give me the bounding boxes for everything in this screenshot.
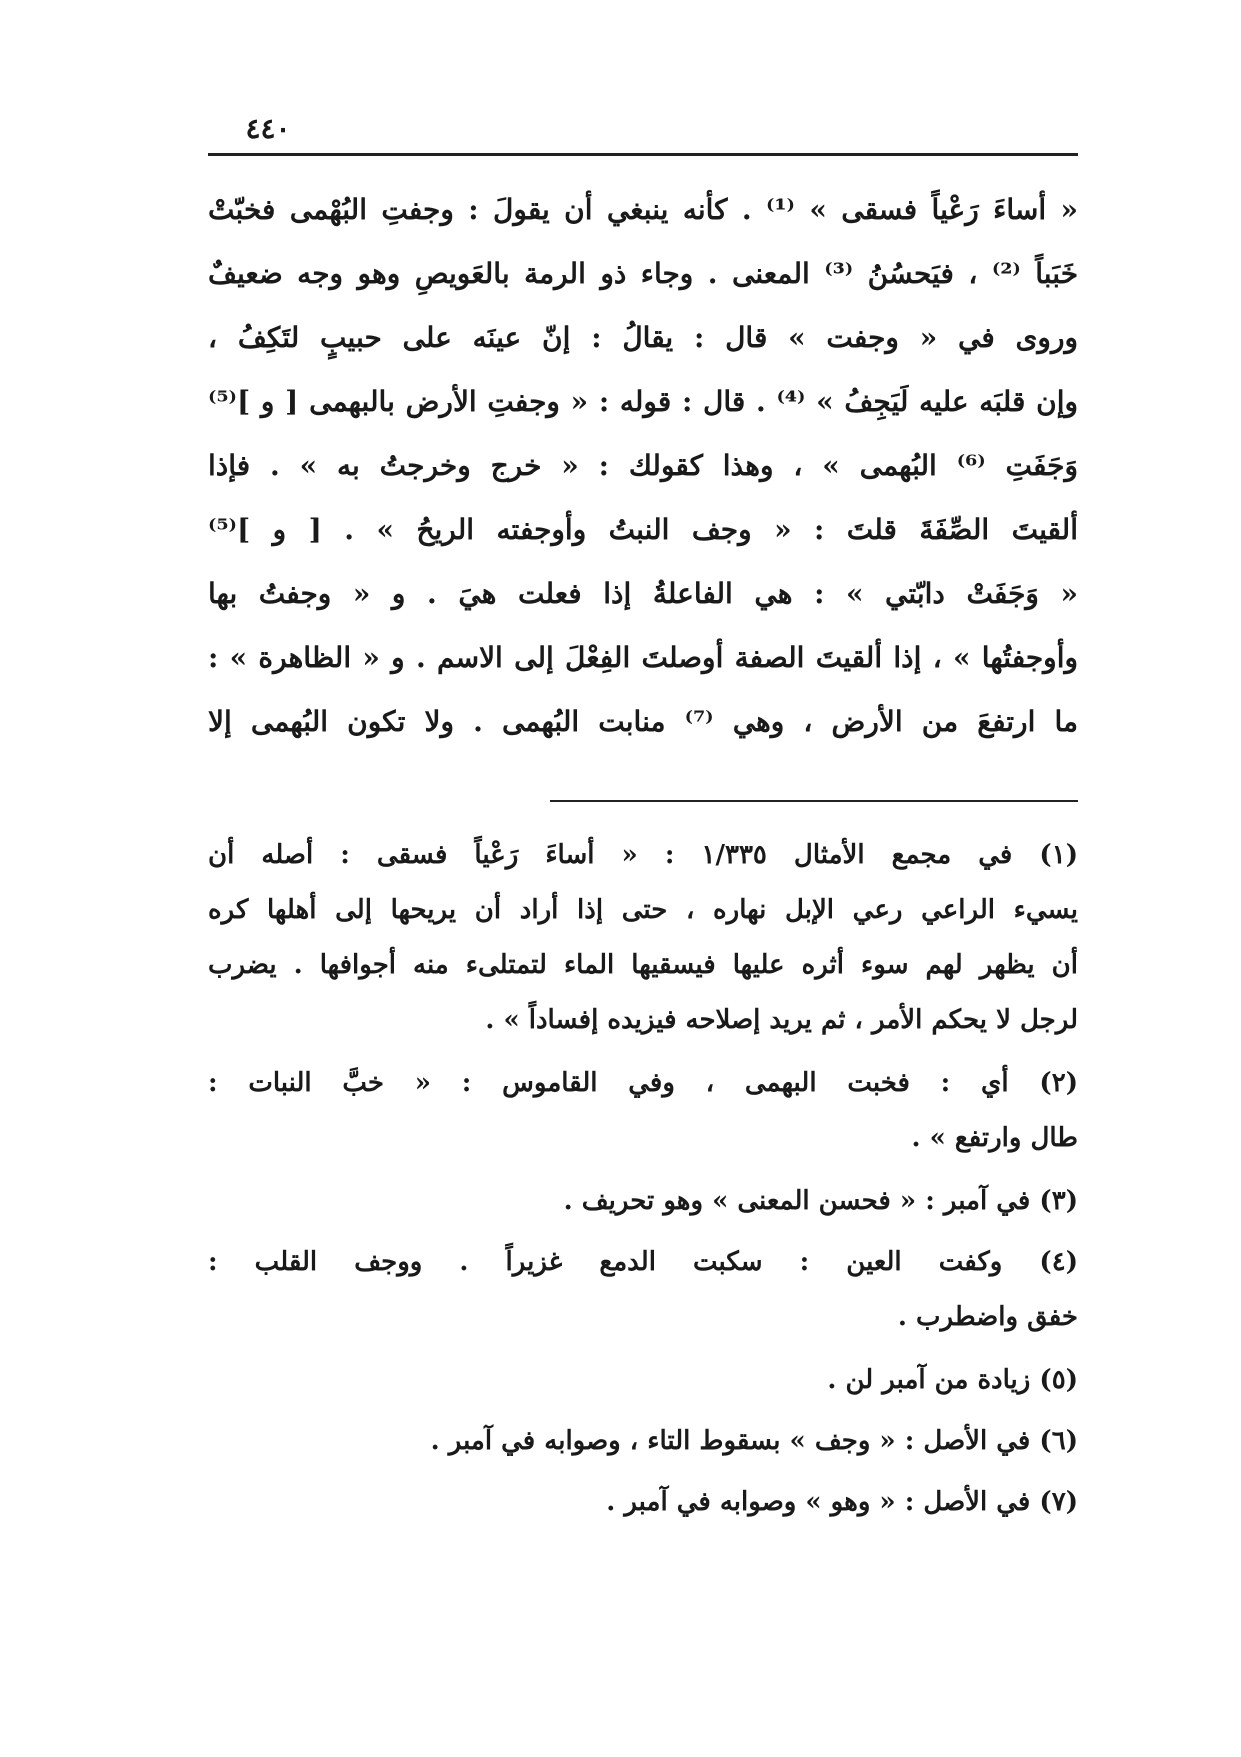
footnote-line: يسيء الراعي رعي الإبل نهاره ، حتى إذا أراد أن يريحها إلى أهلها كره	[208, 895, 1078, 925]
footnote-1	[208, 828, 1078, 1048]
footnote-3	[208, 1174, 1078, 1229]
footnote-line: (٢) أي : فخبت البهمى ، وفي القاموس : « خبَّ النبات :	[208, 1068, 1078, 1098]
footnote-line: (٥) زيادة من آمبر لن .	[827, 1365, 1078, 1395]
footnote-4	[208, 1235, 1078, 1345]
footnote-line: (١) في مجمع الأمثال ١/٣٣٥ : « أساءَ رَعْياً فسقى : أصله أن	[208, 840, 1078, 870]
text-line: وأوجفتُها » ، إذا ألقيتَ الصفة أوصلتَ الفِعْلَ إلى الاسم . و « الظاهرة » :	[208, 641, 1078, 674]
text-line: وَجَفَتِ ⁽⁶⁾ البُهمى » ، وهذا كقولك : « خرج وخرجتُ به » . فإذا	[208, 449, 1078, 482]
footnote-line: لرجل لا يحكم الأمر ، ثم يريد إصلاحه فيزيده إفساداً » .	[485, 1005, 1078, 1035]
footnote-line: أن يظهر لهم سوء أثره عليها فيسقيها الماء لتمتلىء منه أجوافها . يضرب	[208, 950, 1078, 980]
footnote-line: (٤) وكفت العين : سكبت الدمع غزيراً . ووجف القلب :	[208, 1247, 1078, 1277]
text-line: وإن قلبَه عليه لَيَجِفُ » ⁽⁴⁾ . قال : قوله : « وجفتِ الأرض بالبهمى [ و ]⁽⁵⁾	[208, 385, 1078, 418]
footnote-line: خفق واضطرب .	[897, 1302, 1078, 1332]
header-rule	[208, 153, 1078, 156]
footnotes	[208, 828, 1078, 1530]
footnote-2	[208, 1056, 1078, 1166]
main-text	[208, 178, 1078, 754]
footnote-6	[208, 1414, 1078, 1469]
footnote-line: (٣) في آمبر : « فحسن المعنى » وهو تحريف .	[563, 1186, 1078, 1216]
text-line: ألقيتَ الصِّفَةَ قلتَ : « وجف النبتُ وأوجفته الريحُ » . [ و ]⁽⁵⁾	[208, 513, 1078, 546]
text-line: « أساءَ رَعْياً فسقى » ⁽¹⁾ . كأنه ينبغي أن يقولَ : وجفتِ البُهْمى فخبّتْ	[208, 193, 1078, 226]
footnote-separator	[550, 800, 1078, 802]
footnote-line: (٦) في الأصل : « وجف » بسقوط التاء ، وصوابه في آمبر .	[430, 1426, 1078, 1456]
page-number: ٤٤٠	[245, 112, 291, 145]
text-line: خَبَباً ⁽²⁾ ، فيَحسُنُ ⁽³⁾ المعنى . وجاء ذو الرمة بالعَويصِ وهو وجه ضعيفٌ	[208, 257, 1078, 290]
footnote-line: (٧) في الأصل : « وهو » وصوابه في آمبر .	[606, 1487, 1078, 1517]
text-line: وروى في « وجفت » قال : يقالُ : إنّ عينَه على حبيبٍ لتَكِفُ ،	[208, 321, 1078, 354]
footnote-line: طال وارتفع » .	[911, 1123, 1078, 1153]
footnote-7	[208, 1475, 1078, 1530]
text-line: « وَجَفَتْ دابّتي » : هي الفاعلةُ إذا فعلت هيَ . و « وجفتُ بها	[208, 577, 1078, 610]
text-line: ما ارتفعَ من الأرض ، وهي ⁽⁷⁾ منابت البُهمى . ولا تكون البُهمى إلا	[208, 705, 1078, 738]
footnote-5	[208, 1353, 1078, 1408]
